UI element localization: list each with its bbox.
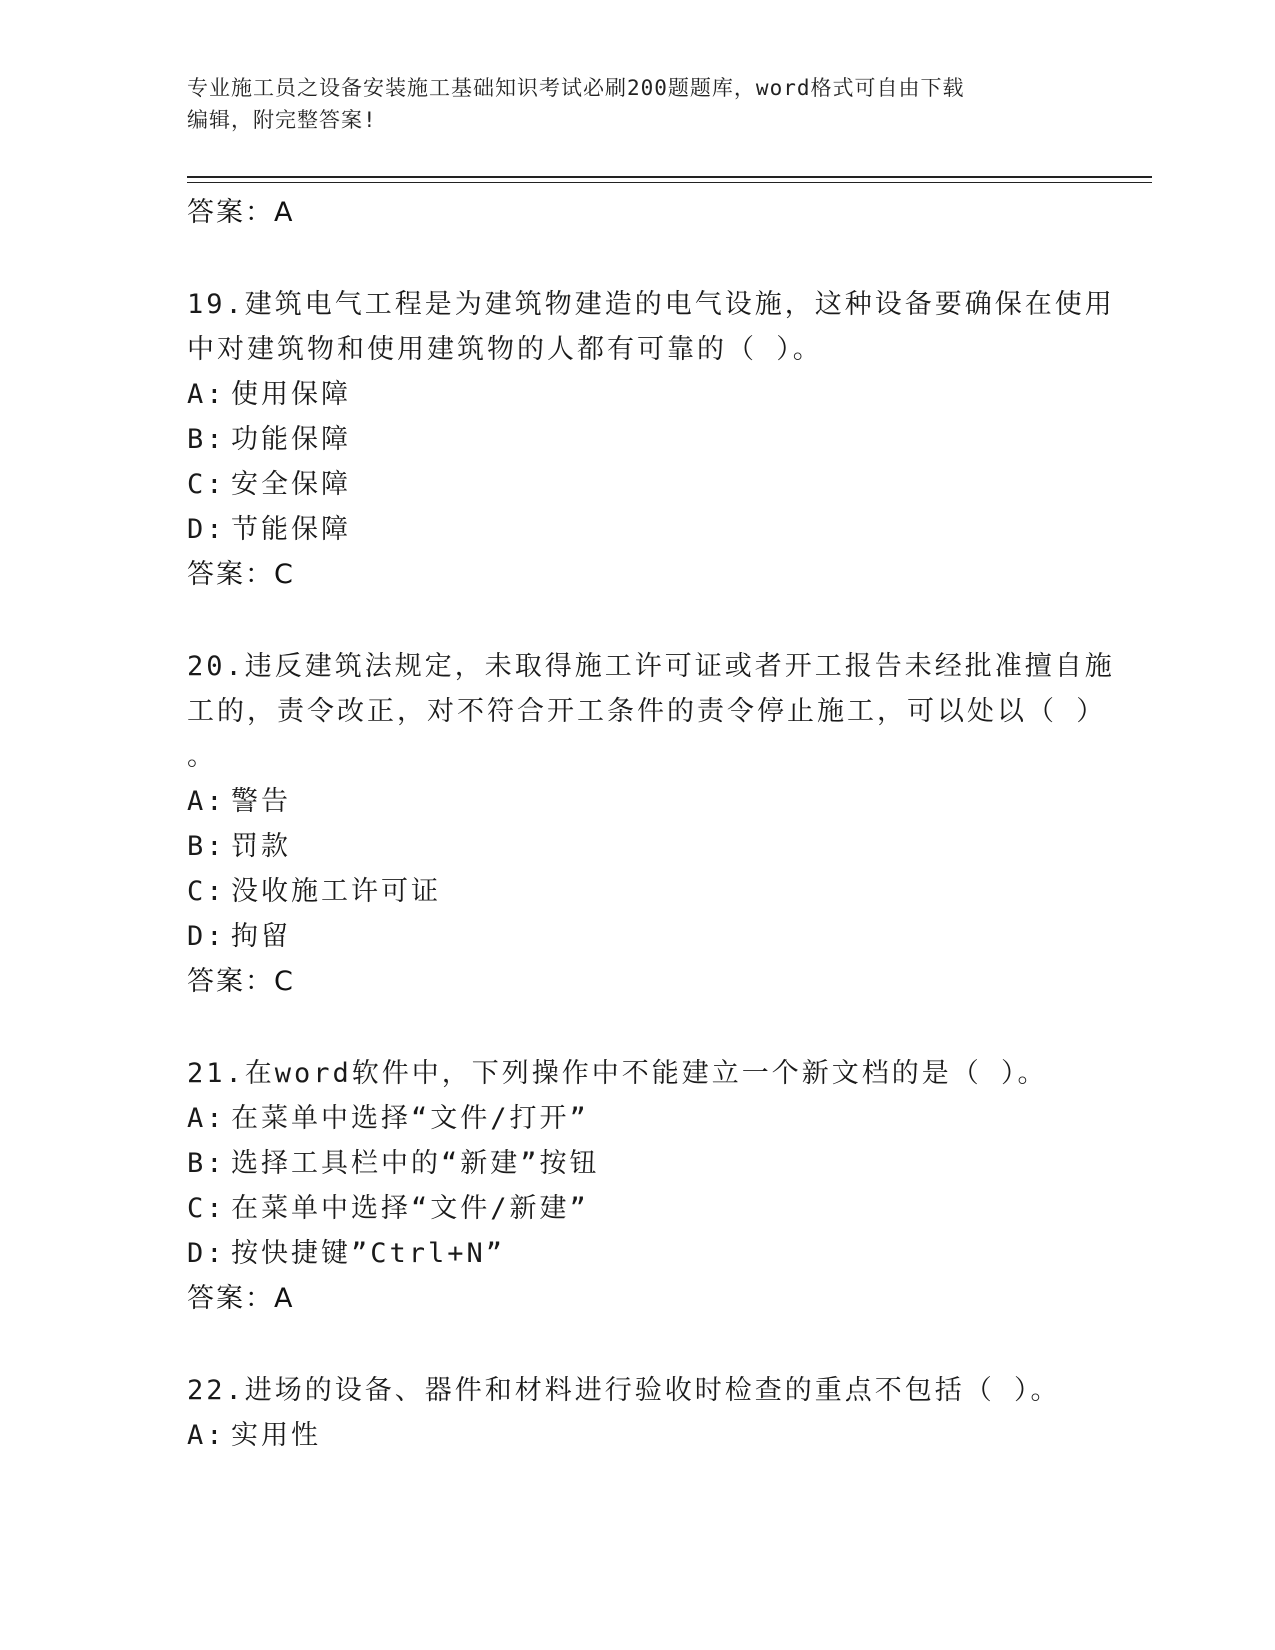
- option-d: [187, 1231, 1087, 1276]
- option-text: 在菜单中选择“文件/打开”: [231, 1103, 589, 1134]
- option-c: [187, 869, 1087, 914]
- answer-line: 答案：C: [187, 559, 295, 590]
- question-20: [187, 644, 1115, 1004]
- option-a: [187, 1096, 1087, 1141]
- option-text: 安全保障: [231, 469, 351, 500]
- option-label: D:: [187, 921, 226, 952]
- option-label: A:: [187, 1103, 226, 1134]
- option-label: B:: [187, 1148, 226, 1179]
- option-text: 实用性: [231, 1420, 321, 1451]
- header-rule-thin: [187, 182, 1152, 183]
- option-label: C:: [187, 1193, 226, 1224]
- question-text-line: 21.在word软件中，下列操作中不能建立一个新文档的是（ ）。: [187, 1058, 1048, 1089]
- question-content: [187, 190, 1115, 1458]
- option-text: 罚款: [231, 831, 291, 862]
- option-label: A:: [187, 1420, 226, 1451]
- option-label: A:: [187, 786, 226, 817]
- option-c: [187, 462, 1087, 507]
- question-text-line: 20.违反建筑法规定，未取得施工许可证或者开工报告未经批准擅自施: [187, 651, 1115, 682]
- option-d: [187, 507, 1087, 552]
- answer-line: 答案：A: [187, 1283, 295, 1314]
- answer-line: 答案：C: [187, 966, 295, 997]
- answer-line: 答案：A: [187, 197, 295, 228]
- option-text: 拘留: [231, 921, 291, 952]
- header-line-2: 编辑，附完整答案!: [187, 108, 377, 132]
- option-a: [187, 372, 1087, 417]
- option-c: [187, 1186, 1087, 1231]
- option-b: [187, 824, 1087, 869]
- question-text-line: 。: [187, 741, 217, 772]
- question-21: [187, 1051, 1087, 1321]
- option-text: 警告: [231, 786, 291, 817]
- option-text: 节能保障: [231, 514, 351, 545]
- option-text: 没收施工许可证: [231, 876, 441, 907]
- option-label: A:: [187, 379, 226, 410]
- option-label: C:: [187, 469, 226, 500]
- option-text: 按快捷键”Ctrl+N”: [231, 1238, 506, 1269]
- question-text-line: 22.进场的设备、器件和材料进行验收时检查的重点不包括（ ）。: [187, 1375, 1061, 1406]
- question-19: [187, 282, 1115, 597]
- option-label: D:: [187, 514, 226, 545]
- question-text-line: 中对建筑物和使用建筑物的人都有可靠的（ ）。: [187, 334, 823, 365]
- option-text: 在菜单中选择“文件/新建”: [231, 1193, 589, 1224]
- option-label: D:: [187, 1238, 226, 1269]
- option-label: C:: [187, 876, 226, 907]
- header-rule-thick: [187, 176, 1152, 178]
- option-d: [187, 914, 1087, 959]
- option-label: B:: [187, 424, 226, 455]
- header-line-1: 专业施工员之设备安装施工基础知识考试必刷200题题库，word格式可自由下载: [187, 76, 965, 100]
- option-b: [187, 417, 1087, 462]
- option-label: B:: [187, 831, 226, 862]
- option-b: [187, 1141, 1087, 1186]
- option-text: 使用保障: [231, 379, 351, 410]
- question-text-line: 19.建筑电气工程是为建筑物建造的电气设施，这种设备要确保在使用: [187, 289, 1115, 320]
- option-text: 功能保障: [231, 424, 351, 455]
- document-header: [187, 72, 1067, 136]
- option-a: [187, 1413, 1087, 1458]
- question-22: [187, 1368, 1087, 1458]
- option-a: [187, 779, 1087, 824]
- option-text: 选择工具栏中的“新建”按钮: [231, 1148, 600, 1179]
- question-text-line: 工的，责令改正，对不符合开工条件的责令停止施工，可以处以（ ）: [187, 696, 1107, 727]
